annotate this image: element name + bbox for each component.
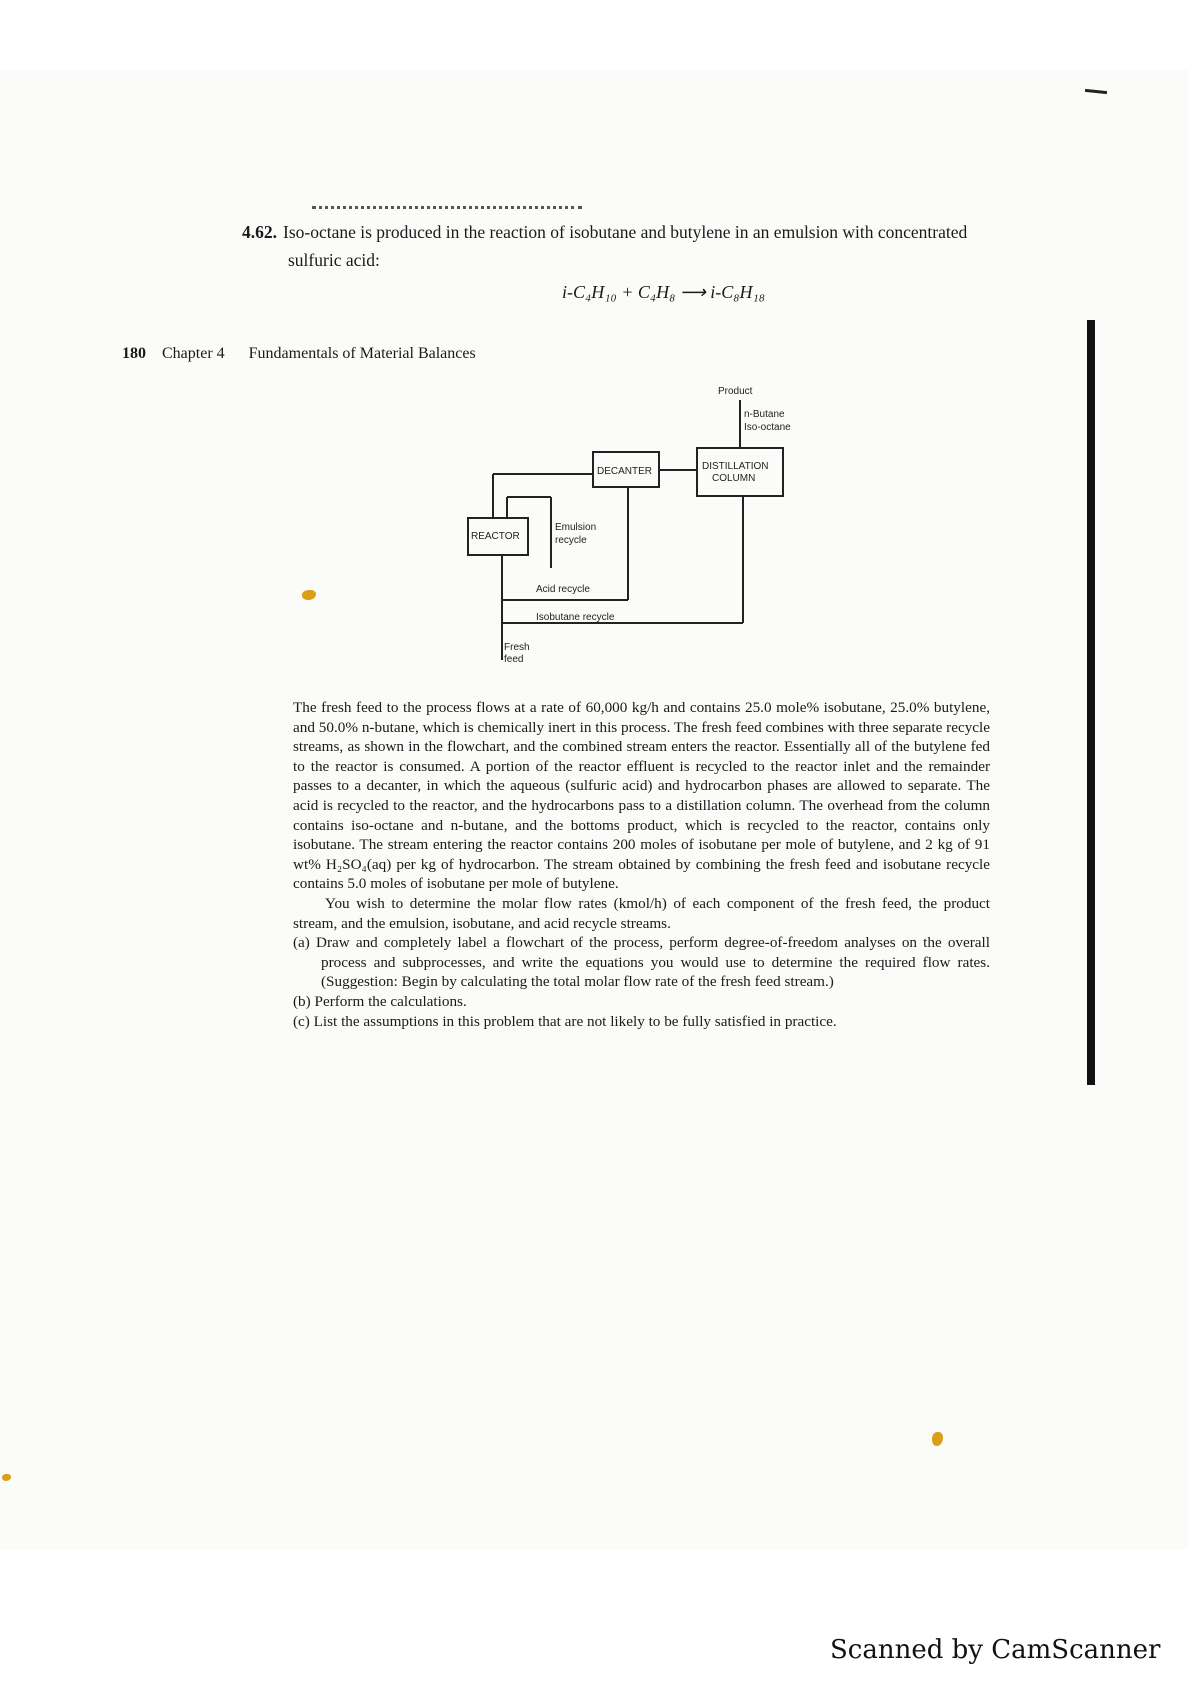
fresh-feed-line2: feed [504, 654, 524, 665]
product-component-isooctane: Iso-octane [744, 422, 791, 433]
problem-text-line2: sulfuric acid: [288, 250, 380, 270]
reactor-label: REACTOR [471, 531, 520, 542]
fresh-feed-line1: Fresh [504, 642, 530, 653]
isobutane-recycle-label: Isobutane recycle [536, 612, 615, 623]
paragraph-description: The fresh feed to the process flows at a rate of 60,000 kg/h and contains 25.0 mole% isobutane, 25.0% butylene, and 50.0% n-butane, which is chemically inert in this process. The fresh feed combines with three separate recycle streams, as shown in the flowchart, and the combined stream enters the reactor. Essentially all of the butylene fed to the reactor is consumed. A portion of the reactor effluent is recycled to the reactor inlet and the remainder passes to a decanter, in which the aqueous (sulfuric acid) and hydrocarbon phases are allowed to separate. The acid is recycled to the reactor, and the hydrocarbons pass to a distillation column. The overhead from the column contains iso-octane and n-butane, and the bottoms product, which is recycled to the reactor, contains only isobutane. The stream entering the reactor contains 200 moles of isobutane per mole of butylene, and 2 kg of 91 wt% H₂SO₄(aq) per kg of hydrocarbon. The stream obtained by combining the fresh feed and isobutane recycle contains 5.0 moles of isobutane per mole of butylene. [293, 699, 990, 893]
product-label: Product [718, 386, 753, 397]
emulsion-recycle-line1: Emulsion [555, 522, 597, 533]
reaction-equation: i-C₄H₁₀ + C₄H₈ ⟶ i-C₈H₁₈ [562, 282, 766, 302]
chapter-title: Fundamentals of Material Balances [248, 345, 476, 362]
column-label-line2: COLUMN [712, 473, 756, 484]
process-flowchart [0, 0, 1200, 700]
chapter-label: Chapter 4 [162, 345, 225, 362]
item-c: (c) List the assumptions in this problem that are not likely to be fully satisfied in practice. [293, 1012, 837, 1030]
emulsion-recycle-line2: recycle [555, 535, 587, 546]
item-a: (a) Draw and completely label a flowchart of the process, perform degree-of-freedom analyses on the overall process and subprocesses, and write the equations you would use to determine the required flow rates. (Suggestion: Begin by calculating the total molar flow rate of the fresh feed stream.) [293, 934, 990, 991]
paragraph-task: You wish to determine the molar flow rates (kmol/h) of each component of the fresh feed, the product stream, and the emulsion, isobutane, and acid recycle streams. [293, 894, 990, 932]
problem-text-line1: Iso-octane is produced in the reaction of isobutane and butylene in an emulsion with concentrated [283, 222, 968, 242]
item-b: (b) Perform the calculations. [293, 992, 467, 1010]
distillation-column-box [697, 448, 783, 496]
product-component-butane: n-Butane [744, 409, 785, 420]
problem-body [293, 698, 990, 1031]
column-label-line1: DISTILLATION [702, 461, 769, 472]
page-number: 180 [122, 345, 146, 362]
problem-number: 4.62. [242, 222, 277, 242]
scanner-watermark: Scanned by CamScanner [830, 1635, 1161, 1665]
acid-recycle-label: Acid recycle [536, 584, 590, 595]
decanter-label: DECANTER [597, 466, 653, 477]
